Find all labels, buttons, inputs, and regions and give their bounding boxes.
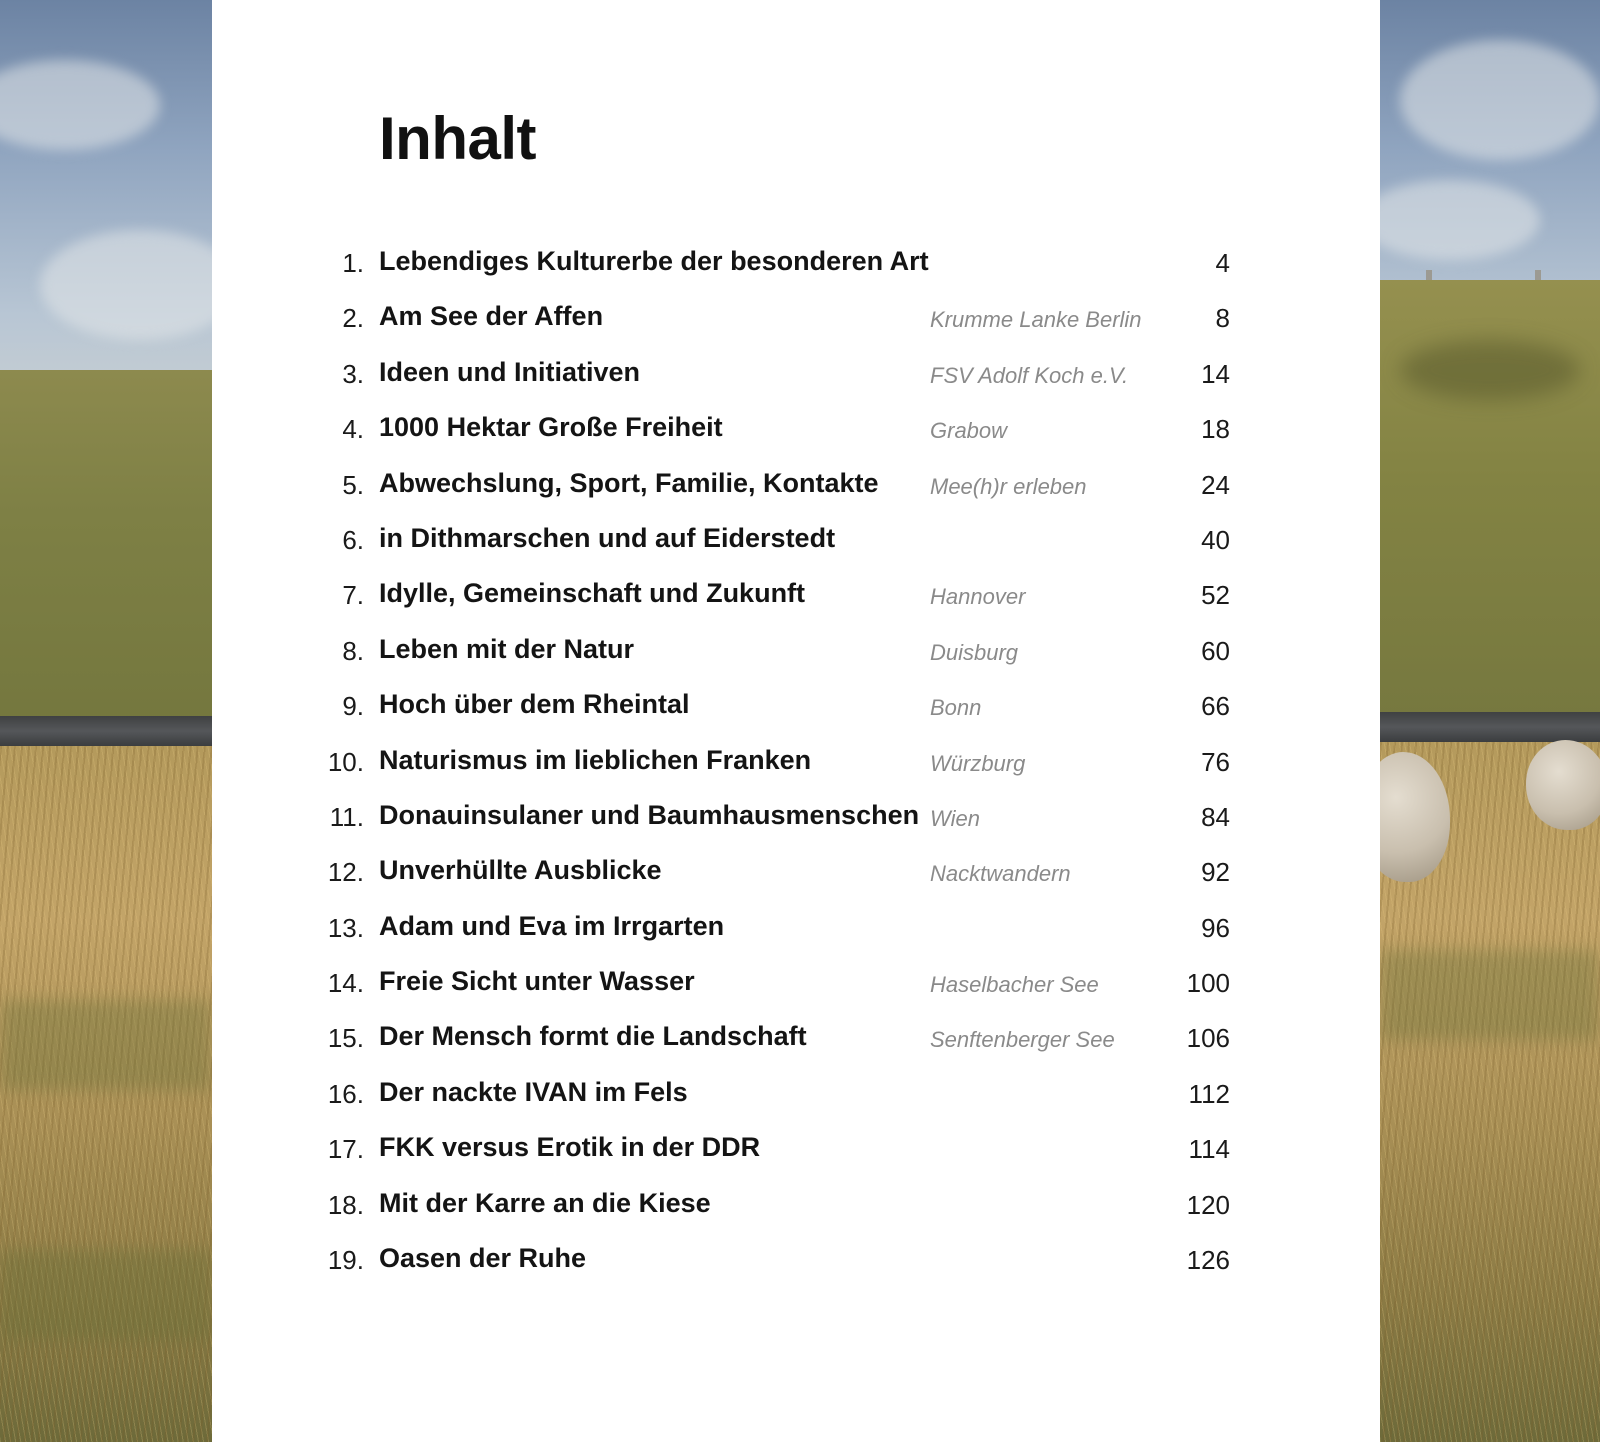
- entry-number: 4.: [342, 414, 364, 445]
- entry-page-number: 4: [1215, 248, 1230, 278]
- entry-number: 8.: [342, 635, 364, 666]
- toc-entry[interactable]: [212, 737, 1380, 792]
- toc-entry[interactable]: [212, 1180, 1380, 1235]
- entry-number: 19.: [327, 1245, 364, 1276]
- entry-number: 5.: [342, 469, 364, 500]
- entry-heading: Unverhüllte Ausblicke: [379, 855, 662, 886]
- entry-heading: Der Mensch formt die Landschaft: [379, 1021, 807, 1052]
- entry-page-number: 8: [1215, 303, 1230, 334]
- entry-heading: Lebendiges Kulturerbe der besonderen Art: [379, 246, 929, 276]
- entry-page-number: 100: [1186, 968, 1230, 999]
- entry-location: Nacktwandern: [930, 861, 1071, 887]
- toc-entry[interactable]: [212, 293, 1380, 348]
- grass-shadow: [1380, 950, 1600, 1040]
- entry-page-number: 52: [1201, 580, 1230, 611]
- entry-heading: Mit der Karre an die Kiese: [379, 1187, 711, 1218]
- entry-page-number: 126: [1186, 1245, 1230, 1276]
- toc-entry[interactable]: [212, 1124, 1380, 1179]
- entry-heading: Idylle, Gemeinschaft und Zukunft: [379, 578, 806, 609]
- entry-page-number: 92: [1201, 857, 1230, 888]
- entry-number: 2.: [342, 303, 364, 334]
- entry-page-number: 120: [1186, 1189, 1230, 1220]
- entry-heading: Der nackte IVAN im Fels: [379, 1076, 688, 1107]
- toc-entry[interactable]: [212, 1069, 1380, 1124]
- toc-entry[interactable]: [212, 404, 1380, 459]
- entry-page-number: 96: [1201, 912, 1230, 943]
- toc-entry[interactable]: [212, 847, 1380, 902]
- entry-number: 9.: [342, 691, 364, 722]
- entry-page-number: 24: [1201, 469, 1230, 500]
- entry-number: 13.: [327, 912, 364, 943]
- entry-location: Wien: [930, 805, 980, 831]
- toc-entry[interactable]: [212, 238, 1380, 293]
- entry-location: Mee(h)r erleben: [930, 473, 1087, 499]
- entry-heading: Naturismus im lieblichen Franken: [379, 744, 812, 775]
- toc-entry[interactable]: [212, 1235, 1380, 1290]
- entry-number: 17.: [327, 1134, 364, 1165]
- entry-heading: 1000 Hektar Große Freiheit: [379, 412, 723, 443]
- background-photo-left: [0, 0, 212, 1442]
- entry-number: 11.: [329, 801, 364, 832]
- entry-heading: Hoch über dem Rheintal: [379, 689, 690, 720]
- toc-entry[interactable]: [212, 626, 1380, 681]
- entry-number: 10.: [327, 746, 364, 777]
- sheep: [1526, 740, 1600, 830]
- entry-page-number: 112: [1188, 1078, 1230, 1109]
- entry-location: Würzburg: [930, 750, 1026, 776]
- entry-location: Duisburg: [930, 639, 1019, 665]
- entry-page-number: 106: [1186, 1023, 1230, 1054]
- entry-number: 14.: [327, 968, 364, 999]
- entry-number: 16.: [327, 1078, 364, 1109]
- entry-page-number: 40: [1201, 524, 1230, 555]
- entry-page-number: 76: [1201, 746, 1230, 777]
- entry-number: 18.: [327, 1189, 364, 1220]
- entry-location: Haselbacher See: [930, 972, 1099, 998]
- entry-location: Senftenberger See: [930, 1027, 1115, 1053]
- entry-heading: Freie Sicht unter Wasser: [379, 966, 695, 997]
- toc-entry[interactable]: [212, 681, 1380, 736]
- entry-number: 1.: [342, 248, 364, 278]
- entry-location: Hannover: [930, 584, 1026, 610]
- entry-heading: Oasen der Ruhe: [379, 1243, 587, 1274]
- grass-shadow: [0, 1000, 212, 1090]
- entry-number: 15.: [327, 1023, 364, 1054]
- entry-page-number: 60: [1201, 635, 1230, 666]
- toc-entry[interactable]: [212, 515, 1380, 570]
- road: [1380, 712, 1600, 742]
- toc-entry[interactable]: [212, 349, 1380, 404]
- entry-page-number: 18: [1201, 414, 1230, 445]
- toc-entry[interactable]: [212, 570, 1380, 625]
- entry-heading: Leben mit der Natur: [379, 633, 635, 664]
- entry-heading: Adam und Eva im Irrgarten: [379, 910, 725, 941]
- entry-location: Krumme Lanke Berlin: [930, 307, 1142, 333]
- entry-page-number: 66: [1201, 691, 1230, 722]
- entry-heading: FKK versus Erotik in der DDR: [379, 1132, 761, 1163]
- entry-number: 3.: [342, 358, 364, 389]
- entry-page-number: 14: [1201, 358, 1230, 389]
- entry-number: 12.: [327, 857, 364, 888]
- toc-entry[interactable]: [212, 1013, 1380, 1068]
- entry-heading: Ideen und Initiativen: [379, 356, 641, 387]
- cloud: [1400, 40, 1600, 160]
- toc-entry[interactable]: [212, 958, 1380, 1013]
- entry-page-number: 114: [1188, 1134, 1230, 1165]
- grassy-dike: [0, 370, 212, 730]
- page-title: Inhalt: [379, 105, 536, 172]
- toc-entry[interactable]: [212, 903, 1380, 958]
- entry-heading: Am See der Affen: [379, 301, 604, 332]
- entry-heading: Abwechslung, Sport, Familie, Kontakte: [379, 467, 879, 498]
- road: [0, 716, 212, 746]
- table-of-contents: [212, 238, 1380, 1290]
- toc-entry[interactable]: [212, 792, 1380, 847]
- entry-location: Bonn: [930, 695, 982, 721]
- grass-shadow: [0, 1250, 212, 1340]
- entry-number: 6.: [342, 524, 364, 555]
- entry-location: Grabow: [930, 418, 1008, 444]
- toc-entry[interactable]: [212, 460, 1380, 515]
- background-photo-right: [1380, 0, 1600, 1442]
- entry-location: FSV Adolf Koch e.V.: [930, 362, 1129, 388]
- entry-page-number: 84: [1201, 801, 1230, 832]
- dike-shadow: [1400, 340, 1580, 400]
- entry-heading: Donauinsulaner und Baumhausmenschen: [379, 799, 920, 830]
- entry-heading: in Dithmarschen und auf Eiderstedt: [379, 522, 836, 553]
- contents-page: [212, 0, 1380, 1442]
- entry-number: 7.: [342, 580, 364, 611]
